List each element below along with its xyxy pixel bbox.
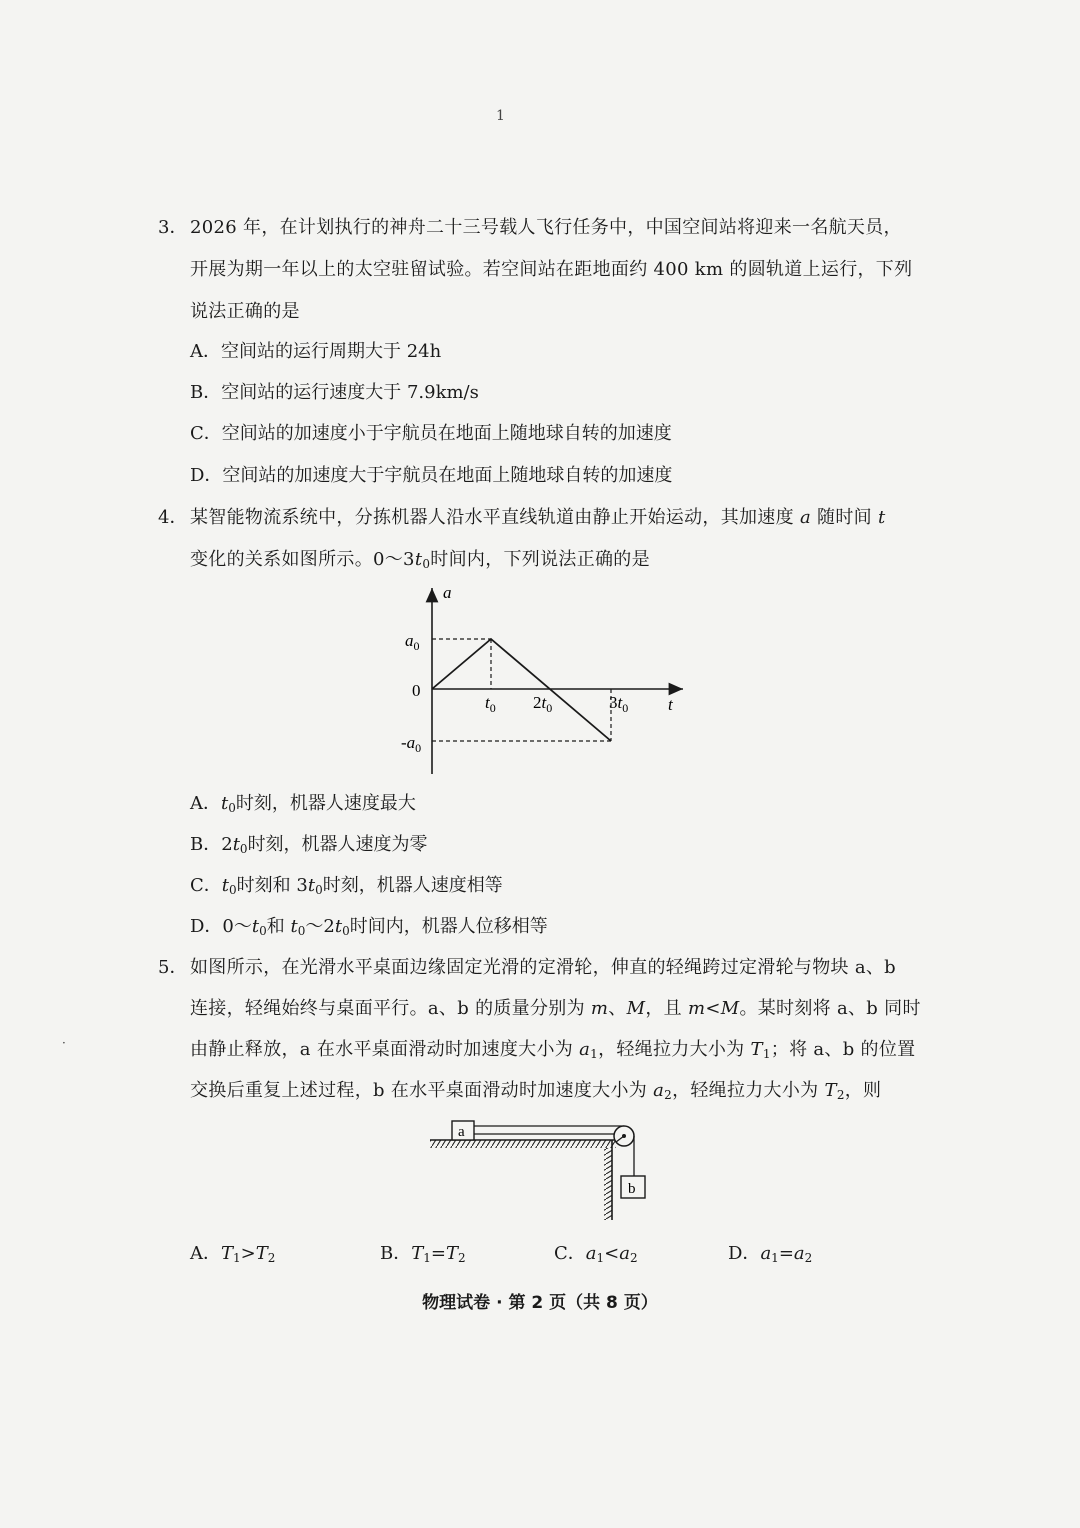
q4-option-c[interactable]: C．$t_0$时刻和 $3t_0$时刻，机器人速度相等 [190, 875, 503, 897]
graph-t0-label: $t_0$ [485, 693, 496, 715]
table-hatching [430, 1140, 616, 1148]
q4-stem-line-2: 变化的关系如图所示。$0\sim 3t_0$时间内，下列说法正确的是 [190, 549, 650, 571]
pulley-diagram [422, 1114, 652, 1224]
q3-option-d[interactable]: D．空间站的加速度大于宇航员在地面上随地球自转的加速度 [190, 465, 673, 486]
q4-stem-line-1: 某智能物流系统中，分拣机器人沿水平直线轨道由静止开始运动，其加速度 a 随时间 t [190, 507, 886, 528]
acceleration-time-graph [395, 578, 695, 778]
q5-number: 5． [158, 957, 188, 978]
q5-stem-line-2: 连接，轻绳始终与桌面平行。a、b 的质量分别为 m、M，且 m<M。某时刻将 a、b 同时 [190, 998, 921, 1019]
q3-stem-line-3: 说法正确的是 [190, 301, 300, 322]
q5-stem-line-4: 交换后重复上述过程，b 在水平桌面滑动时加速度大小为 $a_2$，轻绳拉力大小为 $T_2$，则 [190, 1080, 882, 1102]
graph-a0-label: $a_0$ [405, 631, 420, 653]
wall-hatching [604, 1148, 612, 1220]
q3-option-a[interactable]: A．空间站的运行周期大于 24h [190, 341, 442, 362]
acceleration-curve [432, 639, 611, 741]
graph-y-label: a [443, 583, 452, 602]
q3-stem-line-1: 2026 年，在计划执行的神舟二十三号载人飞行任务中，中国空间站将迎来一名航天员， [190, 217, 902, 238]
q4-number: 4． [158, 507, 188, 528]
block-a-label: a [458, 1124, 465, 1140]
q5-stem-line-3: 由静止释放，a 在水平桌面滑动时加速度大小为 $a_1$，轻绳拉力大小为 $T_1$；将 a、b 的位置 [190, 1039, 916, 1061]
q3-stem-line-2: 开展为期一年以上的太空驻留试验。若空间站在距地面约 400 km 的圆轨道上运行，下列 [190, 259, 913, 280]
page-top-mark: 1 [496, 108, 505, 124]
graph-3t0-label: $3t_0$ [609, 693, 629, 715]
q3-option-b[interactable]: B．空间站的运行速度大于 7.9km/s [190, 382, 479, 403]
q5-option-c[interactable]: C．$a_1<a_2$ [554, 1243, 638, 1265]
graph-2t0-label: $2t_0$ [533, 693, 553, 715]
q3-number: 3． [158, 217, 188, 238]
graph-x-label: t [668, 695, 673, 714]
q4-option-a[interactable]: A．$t_0$时刻，机器人速度最大 [190, 793, 416, 815]
q5-option-a[interactable]: A．$T_1>T_2$ [190, 1243, 276, 1265]
block-b-label: b [628, 1181, 636, 1197]
q5-option-d[interactable]: D．$a_1=a_2$ [728, 1243, 813, 1265]
q5-stem-line-1: 如图所示，在光滑水平桌面边缘固定光滑的定滑轮，伸直的轻绳跨过定滑轮与物块 a、b [190, 957, 896, 978]
q4-option-d[interactable]: D．$0\sim t_0$和 $t_0\sim 2t_0$时间内，机器人位移相等 [190, 916, 548, 938]
q5-option-b[interactable]: B．$T_1=T_2$ [380, 1243, 466, 1265]
q3-option-c[interactable]: C．空间站的加速度小于宇航员在地面上随地球自转的加速度 [190, 423, 672, 444]
graph-neg-a0-label: $-a_0$ [401, 733, 422, 755]
page-footer: 物理试卷 · 第 2 页（共 8 页） [422, 1293, 658, 1313]
q4-option-b[interactable]: B．$2t_0$时刻，机器人速度为零 [190, 834, 428, 856]
scan-speck: · [62, 1036, 66, 1050]
graph-origin-label: 0 [412, 681, 421, 700]
